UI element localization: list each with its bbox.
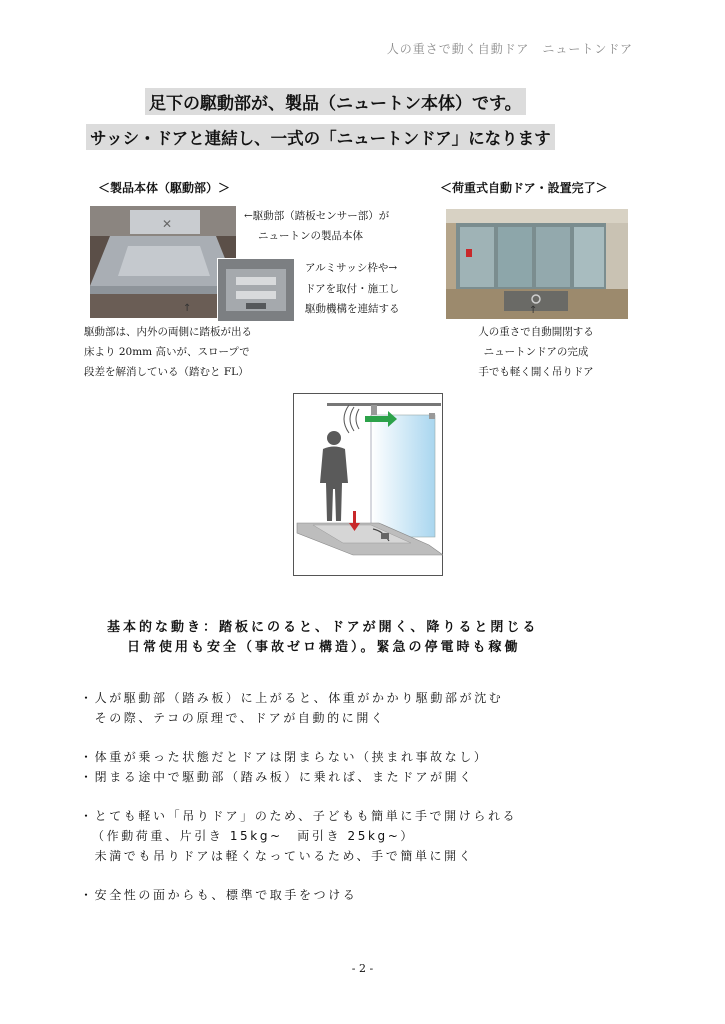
subtitle-line-1: 基本的な動き：踏板にのると、ドアが開く、降りると閉じる [107, 620, 539, 635]
door-track [327, 403, 441, 406]
side-note-line: ドアを取付・施工し [305, 282, 400, 295]
door-diagram-svg [293, 393, 443, 576]
bullet-item: ・人が駆動部（踏み板）に上がると、体重がかかり駆動部が沈む [80, 691, 504, 705]
sliding-door-glass [371, 415, 435, 537]
bullet-item: ・とても軽い「吊りドア」のため、子どもも簡単に手で開けられる [80, 809, 518, 823]
up-arrow-icon: ↑ [183, 303, 192, 314]
press-arrow-icon [353, 511, 356, 525]
side-note [305, 258, 400, 320]
drive-unit-photo [90, 206, 236, 318]
side-note-line: 駆動機構を連結する [305, 303, 400, 315]
left-caption-line: 駆動部は、内外の両側に踏板が出る [84, 326, 252, 338]
page-number: - 2 - [351, 962, 374, 975]
arrow-note-line: ニュートンの製品本体 [258, 230, 363, 242]
installed-door-illustration [446, 209, 628, 319]
right-caption [456, 322, 616, 382]
bullet-item: その際、テコの原理で、ドアが自動的に開く [80, 711, 386, 725]
right-caption-line: 人の重さで自動開閉する [478, 326, 594, 338]
left-section-heading: ＜製品本体（駆動部）＞ [98, 181, 231, 195]
bullet-item: ・閉まる途中で駆動部（踏み板）に乗れば、またドアが開く [80, 770, 474, 784]
bullet-list [80, 688, 517, 905]
right-caption-line: ニュートンドアの完成 [483, 346, 589, 358]
side-note-line: アルミサッシ枠や→ [305, 262, 398, 274]
right-section-heading: ＜荷重式自動ドア・設置完了＞ [440, 181, 608, 195]
left-caption-line: 段差を解消している（踏むと FL） [84, 366, 249, 378]
drive-mechanism-illustration [218, 259, 294, 321]
left-caption-line: 床より 20mm 高いが、スロープで [84, 346, 250, 358]
arrow-note [244, 206, 389, 246]
bullet-item: （作動荷重、片引き 15kg~ 両引き 25kg~） [92, 829, 416, 843]
right-caption-line: 手でも軽く開く吊りドア [478, 366, 594, 378]
running-header: 人の重さで動く自動ドア ニュートンドア [386, 42, 633, 56]
arrow-note-line: ←駆動部（踏板センサー部）が [244, 210, 390, 222]
left-caption [84, 322, 252, 382]
drive-mechanism-photo [217, 258, 295, 322]
subtitle-line-2: 日常使用も安全（事故ゼロ構造）。緊急の停電時も稼働 [127, 640, 521, 655]
svg-text:✕: ✕ [162, 217, 173, 231]
title-line-1: 足下の駆動部が、製品（ニュートン本体）です。 [145, 88, 526, 115]
bullet-item: ・体重が乗った状態だとドアは閉まらない（挟まれ事故なし） [80, 750, 489, 764]
installed-door-photo [446, 209, 628, 319]
door-operation-diagram [293, 393, 443, 576]
bullet-item: 未満でも吊りドアは軽くなっているため、手で簡単に開く [80, 849, 474, 863]
drive-unit-photo-illustration [90, 206, 236, 318]
title-line-2: サッシ・ドアと連結し、一式の「ニュートンドア」になります [86, 124, 555, 150]
up-arrow-icon: ↑ [529, 305, 538, 316]
bullet-item: ・安全性の面からも、標準で取手をつける [80, 888, 358, 902]
